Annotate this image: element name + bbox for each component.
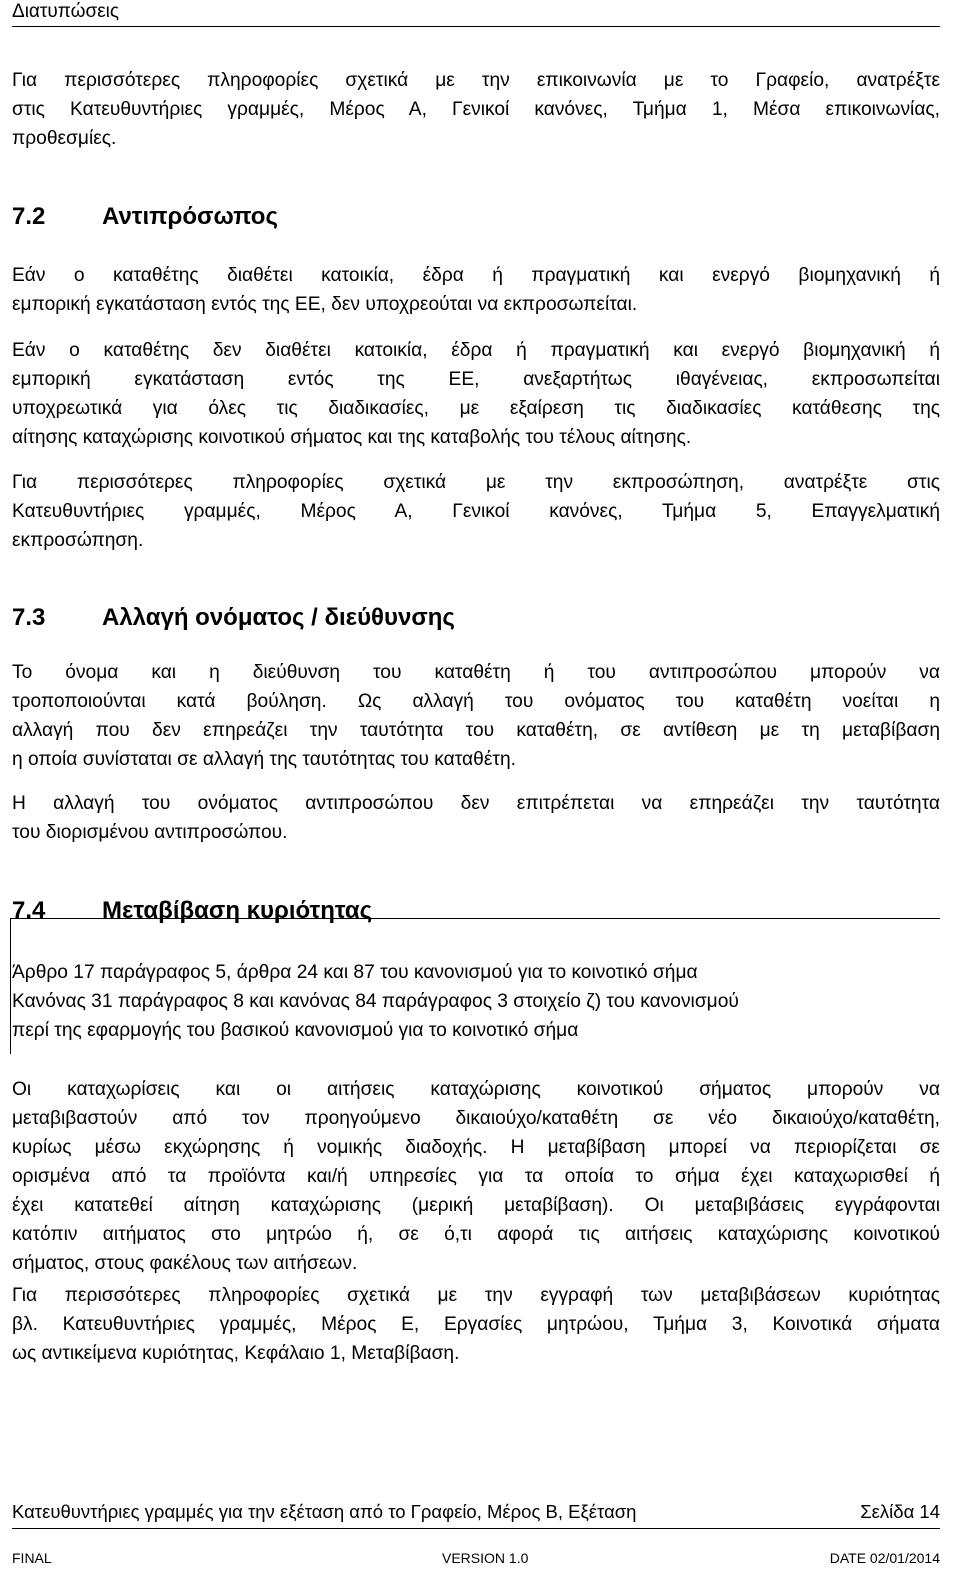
text-line: εμπορική εγκατάσταση εντός της ΕΕ, δεν υποχρεούται να εκπροσωπείται. xyxy=(12,294,638,315)
text-line: αίτησης καταχώρισης κοινοτικού σήματος και της καταβολής του τέλους αίτησης. xyxy=(12,427,692,448)
text-line: Για περισσότερες πληροφορίες σχετικά με την επικοινωνία με το Γραφείο, ανατρέξτε xyxy=(12,70,940,91)
footer-doc-title: Κατευθυντήριες γραμμές για την εξέταση από το Γραφείο, Μέρος B, Εξέταση xyxy=(12,1501,637,1522)
text-line: βλ. Κατευθυντήριες γραμμές, Μέρος Ε, Εργασίες μητρώου, Τμήμα 3, Κοινοτικά σήματα xyxy=(12,1314,940,1335)
text-line: έχει κατατεθεί αίτηση καταχώρισης (μερική μεταβίβαση). Οι μεταβιβάσεις εγγράφονται xyxy=(12,1195,940,1216)
text-line: κατόπιν αιτήματος στο μητρώο ή, σε ό,τι αφορά τις αιτήσεις καταχώρισης κοινοτικού xyxy=(12,1224,940,1245)
paragraph xyxy=(12,468,940,555)
section-title: Μεταβίβαση κυριότητας xyxy=(102,897,373,924)
footer-page-number: Σελίδα 14 xyxy=(860,1501,940,1522)
text-line: του διορισμένου αντιπροσώπου. xyxy=(12,822,288,843)
page-footer xyxy=(12,1496,940,1529)
text-line: Εάν ο καταθέτης διαθέτει κατοικία, έδρα ή πραγματική και ενεργό βιομηχανική ή xyxy=(12,265,940,286)
text-line: Οι καταχωρίσεις και οι αιτήσεις καταχώρισης κοινοτικού σήματος μπορούν να xyxy=(12,1079,940,1100)
text-line: Εάν ο καταθέτης δεν διαθέτει κατοικία, έδρα ή πραγματική και ενεργό βιομηχανική ή xyxy=(12,340,940,361)
text-line: αλλαγή που δεν επηρεάζει την ταυτότητα του καταθέτη, σε αντίθεση με τη μεταβίβαση xyxy=(12,720,940,741)
paragraph xyxy=(12,261,940,319)
paragraph xyxy=(12,789,940,847)
footer-date: DATE 02/01/2014 xyxy=(829,1550,940,1566)
section-heading-7-3 xyxy=(12,604,455,632)
section-number: 7.4 xyxy=(12,897,46,924)
text-line: τροποποιούνται κατά βούληση. Ως αλλαγή του ονόματος του καταθέτη νοείται η xyxy=(12,691,940,712)
footer-version: VERSION 1.0 xyxy=(442,1550,529,1566)
section-title: Αντιπρόσωπος xyxy=(102,203,278,230)
paragraph xyxy=(12,1075,940,1278)
section-heading-7-2 xyxy=(12,203,278,231)
paragraph xyxy=(12,336,940,452)
text-line: Κανόνας 31 παράγραφος 8 και κανόνας 84 παράγραφος 3 στοιχείο ζ) του κανονισμού xyxy=(12,991,739,1012)
text-line: κυρίως μέσω εκχώρησης ή νομικής διαδοχής. Η μεταβίβαση μπορεί να περιορίζεται σε xyxy=(12,1137,940,1158)
text-line: Για περισσότερες πληροφορίες σχετικά με την εγγραφή των μεταβιβάσεων κυριότητας xyxy=(12,1285,940,1306)
text-line: Για περισσότερες πληροφορίες σχετικά με την εκπροσώπηση, ανατρέξτε στις xyxy=(12,472,940,493)
text-line: Κατευθυντήριες γραμμές, Μέρος Α, Γενικοί κανόνες, Τμήμα 5, Επαγγελματική xyxy=(12,501,940,522)
text-line: υποχρεωτικά για όλες τις διαδικασίες, με εξαίρεση τις διαδικασίες κατάθεσης της xyxy=(12,398,940,419)
text-line: εμπορική εγκατάσταση εντός της ΕΕ, ανεξαρτήτως ιθαγένειας, εκπροσωπείται xyxy=(12,369,940,390)
header-title: Διατυπώσεις xyxy=(12,1,120,22)
paragraph xyxy=(12,658,940,774)
text-line: περί της εφαρμογής του βασικού κανονισμού για το κοινοτικό σήμα xyxy=(12,1020,579,1041)
section-number: 7.2 xyxy=(12,203,46,230)
text-line: σήματος, στους φακέλους των αιτήσεων. xyxy=(12,1253,358,1274)
text-line: μεταβιβαστούν από τον προηγούμενο δικαιούχο/καταθέτη σε νέο δικαιούχο/καταθέτη, xyxy=(12,1108,940,1129)
section-title: Αλλαγή ονόματος / διεύθυνσης xyxy=(102,604,455,631)
text-line: προθεσμίες. xyxy=(12,128,117,149)
text-line: ως αντικείμενα κυριότητας, Κεφάλαιο 1, Μεταβίβαση. xyxy=(12,1343,460,1364)
paragraph xyxy=(12,1281,940,1368)
text-line: στις Κατευθυντήριες γραμμές, Μέρος Α, Γενικοί κανόνες, Τμήμα 1, Μέσα επικοινωνίας, xyxy=(12,99,940,120)
text-line: Το όνομα και η διεύθυνση του καταθέτη ή του αντιπροσώπου μπορούν να xyxy=(12,662,940,683)
contact-paragraph xyxy=(12,66,940,153)
text-line: εκπροσώπηση. xyxy=(12,530,144,551)
section-number: 7.3 xyxy=(12,604,46,631)
footer-status: FINAL xyxy=(12,1550,52,1566)
text-line: ορισμένα από τα προϊόντα και/ή υπηρεσίες για τα οποία το σήμα έχει καταχωρισθεί ή xyxy=(12,1166,940,1187)
page-header xyxy=(12,0,940,27)
text-line: Η αλλαγή του ονόματος αντιπροσώπου δεν επιτρέπεται να επηρεάζει την ταυτότητα xyxy=(12,793,940,814)
legal-references xyxy=(12,958,940,1045)
text-line: Άρθρο 17 παράγραφος 5, άρθρα 24 και 87 του κανονισμού για το κοινοτικό σήμα xyxy=(12,962,698,983)
text-line: η οποία συνίσταται σε αλλαγή της ταυτότητας του καταθέτη. xyxy=(12,749,516,770)
